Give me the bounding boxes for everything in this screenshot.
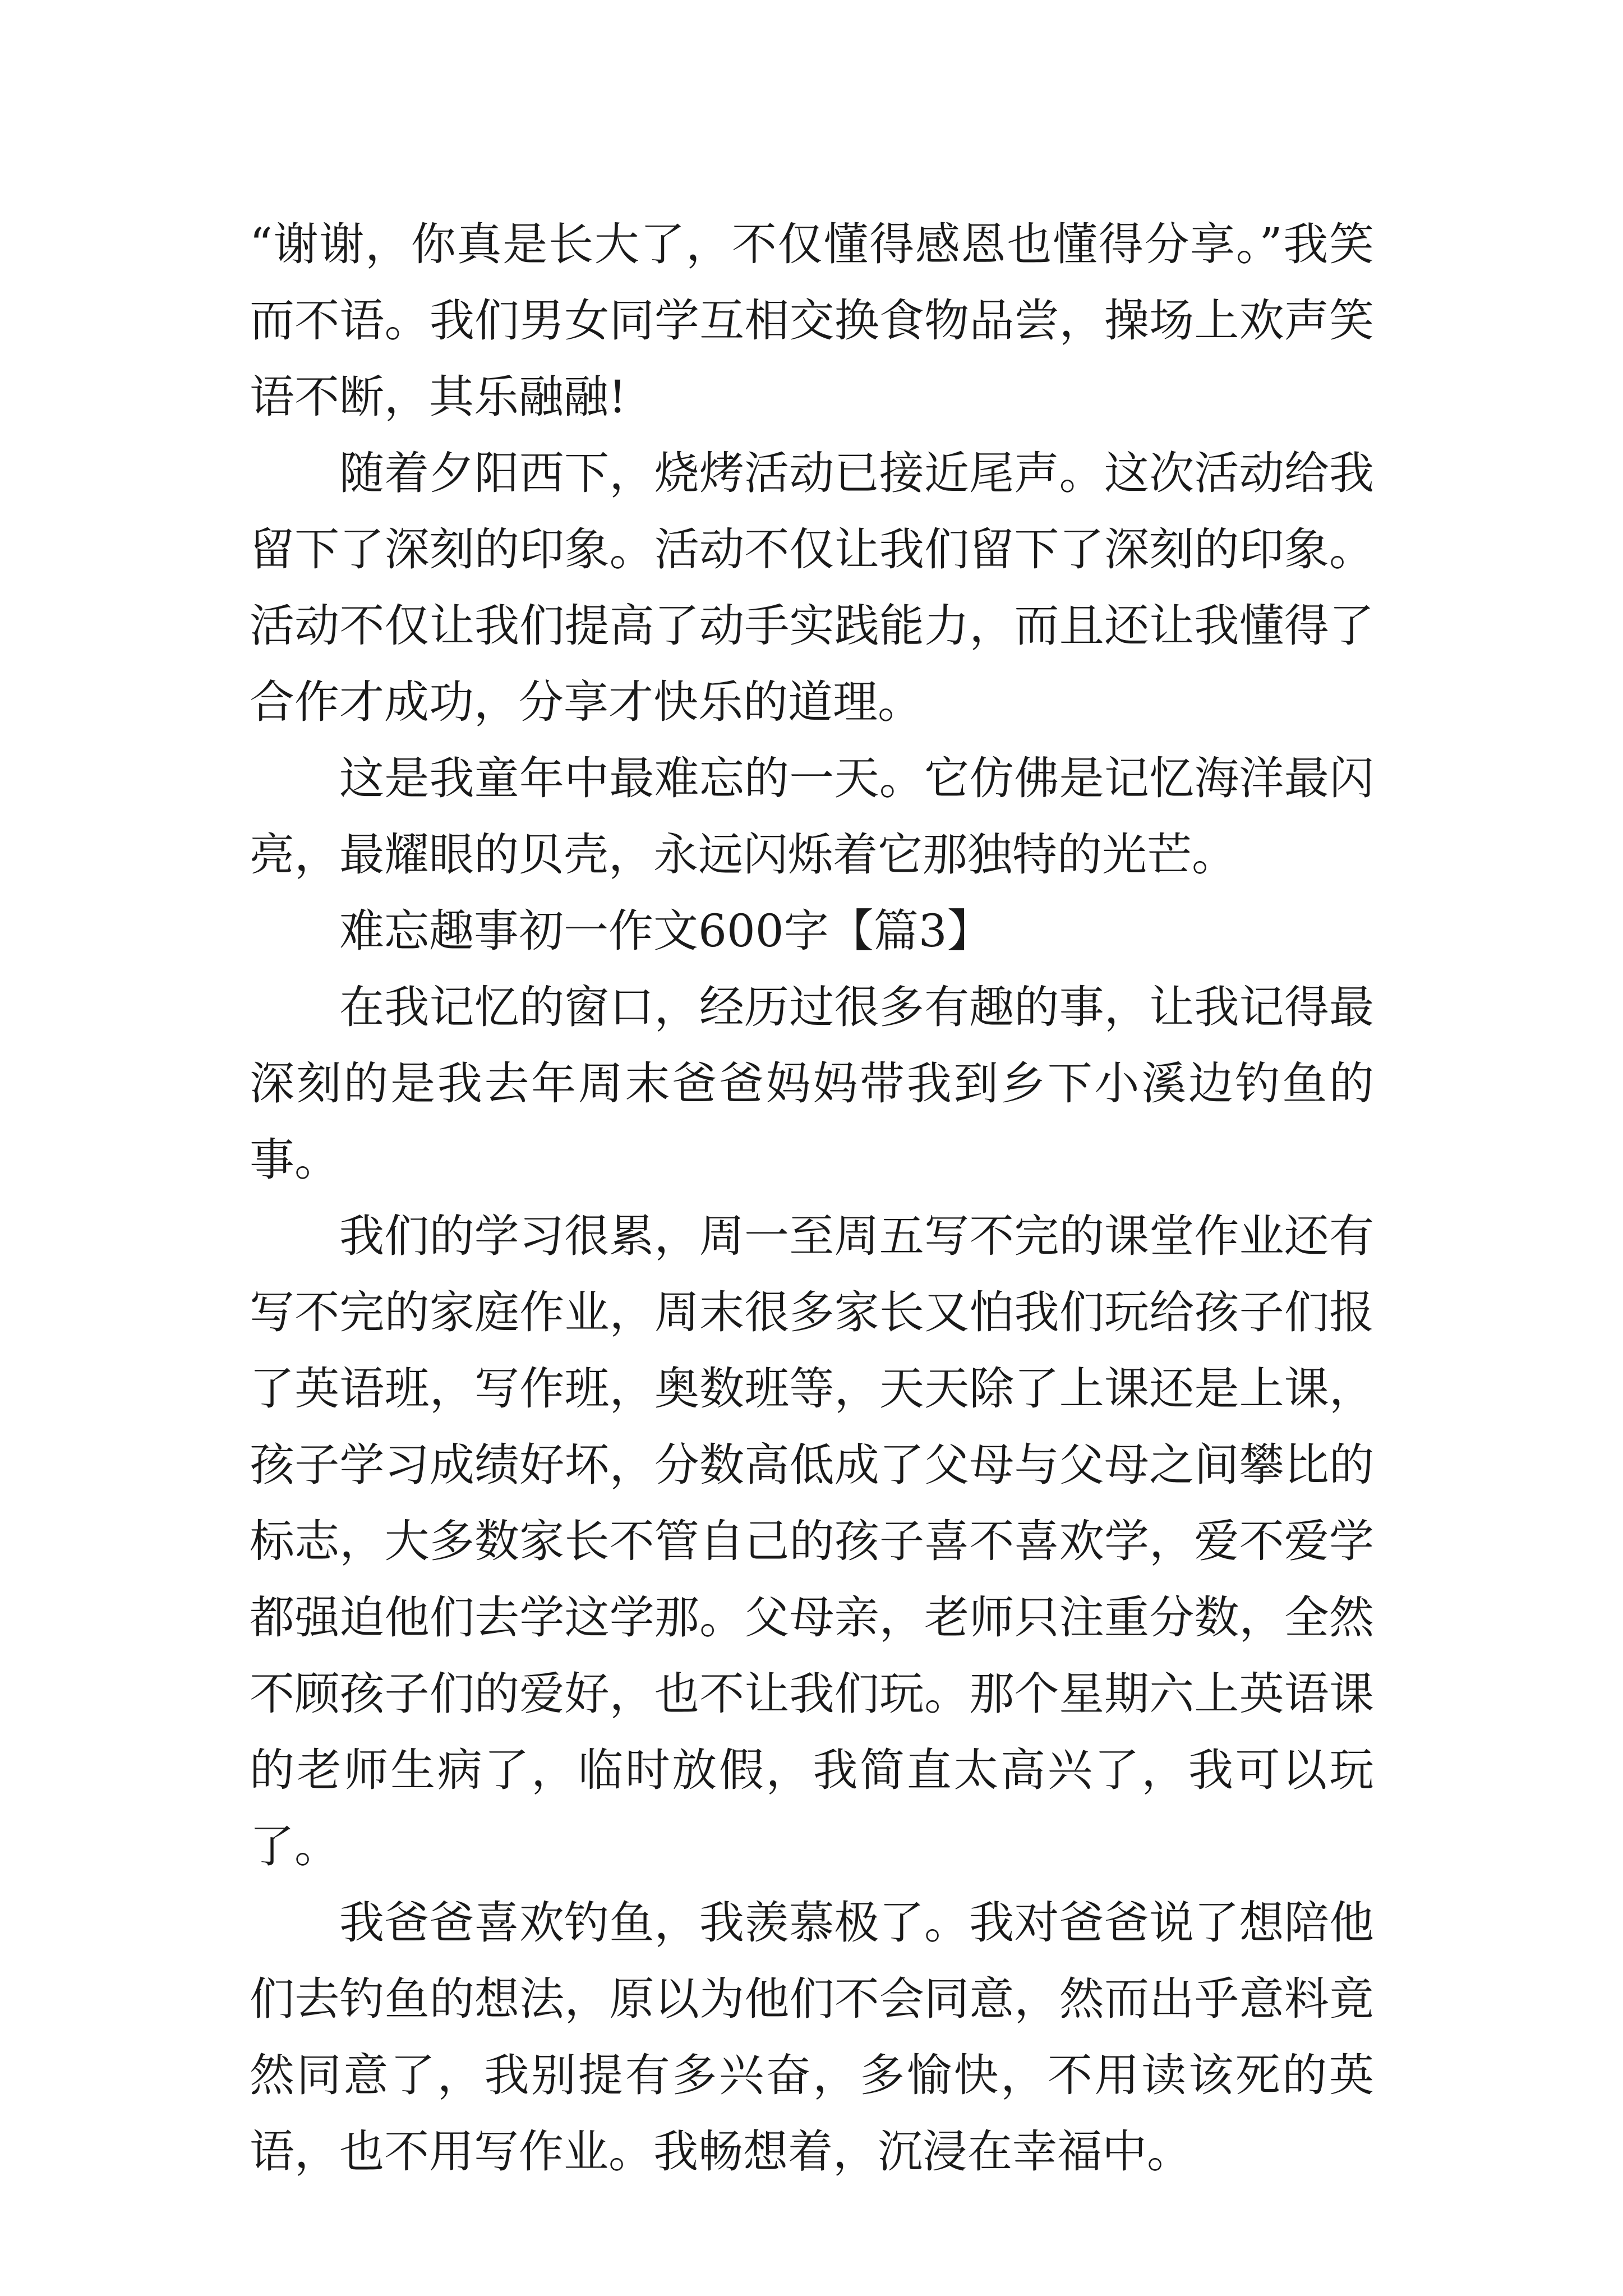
paragraph-study-pressure: 我们的学习很累，周一至周五写不完的课堂作业还有写不完的家庭作业，周末很多家长又怕我们玩给孩子们报了英语班，写作班，奥数班等，天天除了上课还是上课，孩子学习成绩好坏，分数高低成了父母与父母之间攀比的标志，大多数家长不管自己的孩子喜不喜欢学，爱不爱学都强迫他们去学这学那。父母亲，老师只注重分数，全然不顾孩子们的爱好，也不让我们玩。那个星期六上英语课的老师生病了，临时放假，我简直太高兴了，我可以玩了。 — [250, 1210, 1374, 1872]
paragraph-memorable-day: 这是我童年中最难忘的一天。它仿佛是记忆海洋最闪亮，最耀眼的贝壳，永远闪烁着它那独特的光芒。 — [250, 752, 1374, 881]
document-body — [250, 206, 1374, 2190]
paragraph-sunset: 随着夕阳西下，烧烤活动已接近尾声。这次活动给我留下了深刻的印象。活动不仅让我们留下了深刻的印象。活动不仅让我们提高了动手实践能力，而且还让我懂得了合作才成功，分享才快乐的道理。 — [250, 447, 1374, 728]
section-heading: 难忘趣事初一作文600字【篇3】 — [339, 905, 992, 957]
paragraph-memory-window: 在我记忆的窗口，经历过很多有趣的事，让我记得最深刻的是我去年周末爸爸妈妈带我到乡下小溪边钓鱼的事。 — [250, 981, 1374, 1186]
paragraph-thanks: “谢谢，你真是长大了，不仅懂得感恩也懂得分享。”我笑而不语。我们男女同学互相交换食物品尝，操场上欢声笑语不断，其乐融融! — [250, 218, 1374, 423]
paragraph-fishing: 我爸爸喜欢钓鱼，我羡慕极了。我对爸爸说了想陪他们去钓鱼的想法，原以为他们不会同意，然而出乎意料竟然同意了，我别提有多兴奋，多愉快，不用读该死的英语，也不用写作业。我畅想着，沉浸在幸福中。 — [250, 1897, 1374, 2178]
